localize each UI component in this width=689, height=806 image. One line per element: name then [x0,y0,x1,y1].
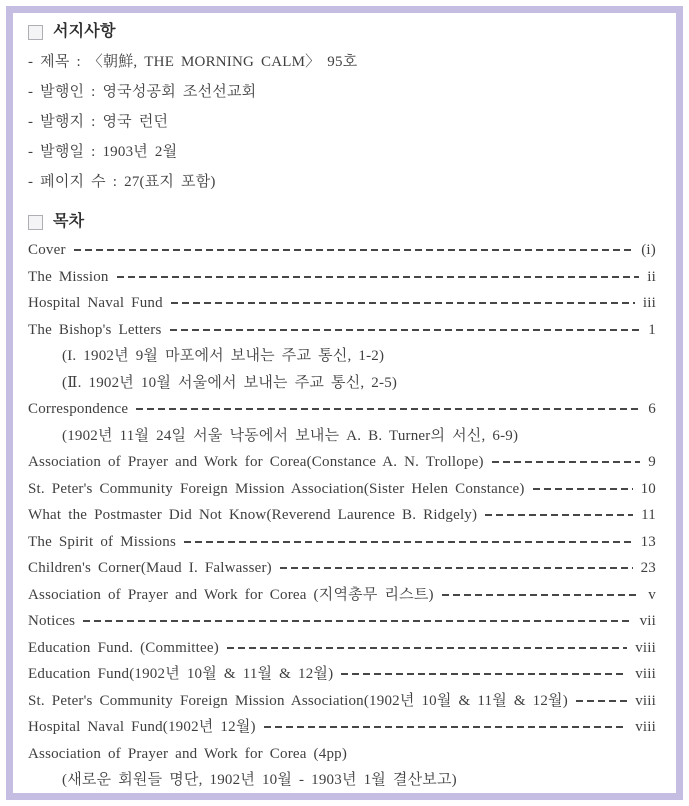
toc-entry [28,264,656,291]
dash-leader [341,673,627,675]
toc-entry-title: Association of Prayer and Work for Corea(Constance A. N. Trollope) [28,454,484,470]
toc-entry-title: (새로운 회원들 명단, 1902년 10월 - 1903년 1월 결산보고) [62,772,457,788]
toc-entry-page: 11 [641,507,656,523]
toc-entry-title: (Ⅱ. 1902년 10월 서울에서 보내는 주교 통신, 2-5) [62,374,398,391]
dash-leader [442,594,641,596]
toc-entry [28,370,656,397]
dash-leader [74,249,634,251]
toc-entry [28,555,656,582]
page-content [13,13,676,798]
toc-entry-page: viii [635,719,656,735]
toc-entry [28,714,656,741]
toc-entry-title: Correspondence [28,401,129,417]
toc-entry-title: The Mission [28,268,109,285]
toc-entry-title: Education Fund(1902년 10월 & 11월 & 12월) [28,666,334,682]
square-bullet-icon [28,25,43,40]
toc-entry-title: (I. 1902년 9월 마포에서 보내는 주교 통신, 1-2) [62,348,385,364]
toc-header [28,207,656,237]
toc-entry-page: ii [647,268,656,285]
toc-entry [28,343,656,370]
toc-entry-page: 23 [640,560,656,576]
toc-entry-title: The Bishop's Letters [28,321,162,338]
dash-leader [136,408,640,410]
toc-entry [28,688,656,715]
toc-entry-page: viii [635,639,656,656]
toc-entry-title: (1902년 11월 24일 서울 낙동에서 보내는 A. B. Turner의 서신, 6-9) [62,427,519,444]
toc-entry-page: 1 [648,321,656,338]
toc-entry-page: viii [635,666,656,682]
toc-section [28,207,656,794]
toc-entry-title: Hospital Naval Fund(1902년 12월) [28,719,256,735]
bibliography-item: - 발행지 : 영국 런던 [28,114,169,130]
dash-leader [280,567,633,569]
toc-entry [28,423,656,450]
toc-entry-title: Association of Prayer and Work for Corea (4pp) [28,745,348,762]
dash-leader [576,700,627,702]
dash-leader [264,726,627,728]
toc-entry [28,290,656,317]
square-bullet-icon [28,215,43,230]
toc-entry-title: Association of Prayer and Work for Corea (지역총무 리스트) [28,586,434,603]
toc-entry [28,502,656,529]
toc-entry-page: 9 [648,454,656,470]
bibliography-list [28,47,656,197]
toc-entry-page: 13 [640,533,656,550]
toc-entry [28,237,656,264]
toc-entry [28,661,656,688]
toc-entry-title: St. Peter's Community Foreign Mission Association(Sister Helen Constance) [28,480,525,497]
page-border-frame [6,6,683,800]
bibliography-item: - 발행인 : 영국성공회 조선선교회 [28,84,257,100]
bibliography-item: - 발행일 : 1903년 2월 [28,144,178,160]
toc-entry-page: viii [635,692,656,709]
toc-entry [28,317,656,344]
dash-leader [485,514,633,516]
toc-entry [28,635,656,662]
dash-leader [117,276,640,278]
toc-list [28,237,656,794]
toc-header-label: 목차 [53,213,85,230]
toc-entry-title: St. Peter's Community Foreign Mission Association(1902년 10월 & 11월 & 12월) [28,692,568,709]
toc-entry-title: Education Fund. (Committee) [28,639,219,656]
dash-leader [170,329,641,331]
toc-entry [28,396,656,423]
toc-entry-title: Notices [28,613,76,629]
toc-entry-page: iii [642,295,656,311]
dash-leader [171,302,635,304]
toc-entry [28,582,656,609]
toc-entry [28,529,656,556]
toc-entry-title: What the Postmaster Did Not Know(Reverend Laurence B. Ridgely) [28,507,478,523]
toc-entry-page: (i) [641,242,656,258]
toc-entry-title: The Spirit of Missions [28,533,176,550]
toc-entry-page: 10 [640,480,656,497]
toc-entry [28,741,656,768]
bibliography-section [28,17,656,197]
toc-entry-title: Cover [28,242,66,258]
toc-entry-page: v [648,586,656,603]
toc-entry-title: Children's Corner(Maud I. Falwasser) [28,560,272,576]
toc-entry-page: 6 [648,401,656,417]
toc-entry-title: Hospital Naval Fund [28,295,163,311]
toc-entry-page: vii [639,613,656,629]
bibliography-header [28,17,656,47]
dash-leader [184,541,633,543]
dash-leader [227,647,627,649]
dash-leader [83,620,631,622]
dash-leader [492,461,641,463]
toc-entry [28,476,656,503]
dash-leader [533,488,633,490]
toc-entry [28,449,656,476]
bibliography-item: - 페이지 수 : 27(표지 포함) [28,174,216,190]
bibliography-item: - 제목 : 〈朝鮮, THE MORNING CALM〉 95호 [28,54,358,70]
toc-entry [28,608,656,635]
bibliography-header-label: 서지사항 [53,23,116,40]
toc-entry [28,767,656,794]
